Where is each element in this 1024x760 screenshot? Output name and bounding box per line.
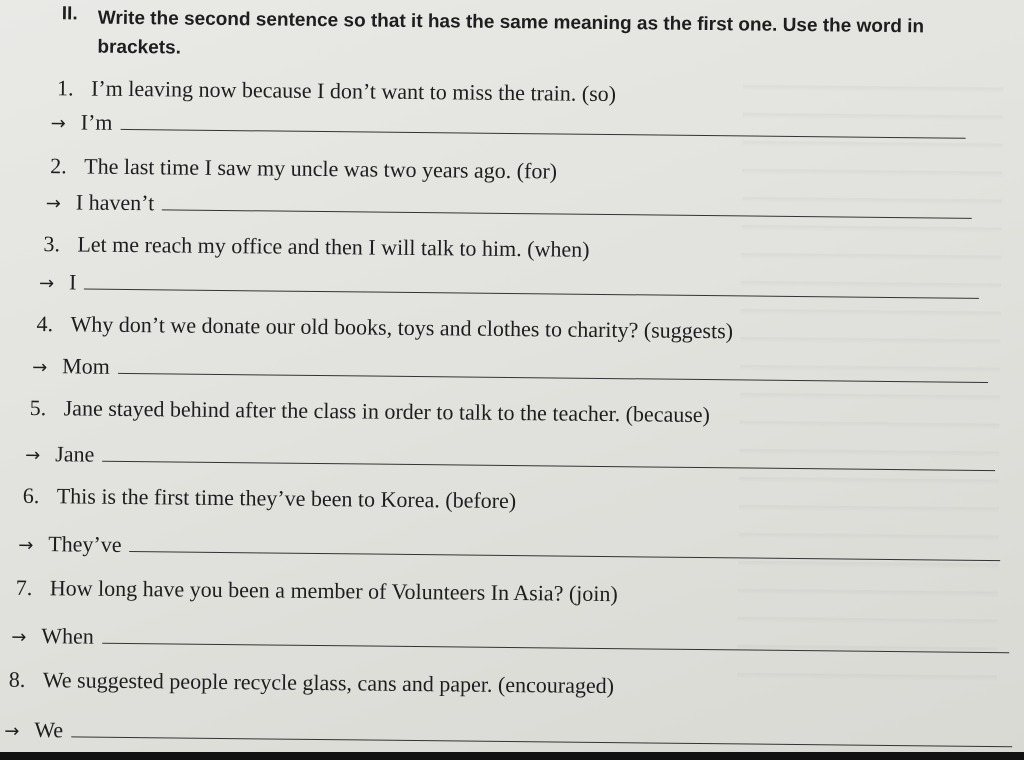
exercise-5-sentence: [30, 395, 711, 428]
exercise-8-sentence: [9, 667, 614, 699]
exercise-6-sentence: [23, 483, 517, 514]
arrow-icon: →: [25, 444, 41, 467]
answer-start: I’m: [80, 109, 113, 135]
arrow-icon: →: [38, 273, 55, 295]
answer-line: [71, 735, 1012, 747]
bottom-edge-bar: [0, 752, 1024, 760]
answer-start: I: [68, 269, 77, 295]
sentence-text: I’m leaving now because I don’t want to miss the train. (so): [90, 75, 617, 107]
arrow-icon: →: [50, 113, 66, 135]
arrow-icon: →: [11, 626, 27, 648]
exercise-8-answer: [4, 717, 1012, 754]
section-instruction: Write the second sentence so that it has the same meaning as the first one. Use the word in brackets.: [97, 7, 925, 59]
sentence-text: How long have you been a member of Volunteers In Asia? (join): [49, 575, 618, 607]
answer-start: We: [34, 717, 64, 743]
answer-line: [162, 208, 972, 218]
exercise-number: 4.: [36, 311, 54, 337]
exercise-4-sentence: [36, 311, 733, 344]
answer-start: I haven’t: [75, 189, 155, 216]
answer-line: [120, 128, 965, 139]
answer-line: [84, 288, 979, 299]
arrow-icon: →: [32, 356, 48, 379]
answer-start: They’ve: [48, 531, 122, 557]
arrow-icon: →: [45, 193, 62, 215]
section-number: II.: [61, 3, 78, 25]
sentence-text: Why don’t we donate our old books, toys and clothes to charity? (suggests): [70, 311, 734, 344]
sentence-text: This is the first time they’ve been to Korea. (before): [56, 483, 517, 514]
exercise-3-sentence: [43, 231, 589, 263]
exercise-number: 5.: [29, 394, 47, 421]
exercise-7-sentence: [16, 575, 618, 607]
answer-line: [118, 372, 988, 383]
sentence-text: Let me reach my office and then I will talk to him. (when): [77, 231, 590, 262]
answer-start: When: [41, 623, 94, 649]
sentence-text: We suggested people recycle glass, cans and paper. (encouraged): [42, 667, 615, 699]
answer-start: Mom: [62, 353, 110, 379]
exercise-number: 7.: [15, 574, 33, 601]
answer-line: [129, 550, 1000, 561]
exercise-1-sentence: [57, 75, 616, 107]
arrow-icon: →: [4, 720, 20, 742]
exercise-2-sentence: [50, 153, 557, 184]
exercise-number: 1.: [56, 75, 74, 101]
exercise-number: 8.: [8, 666, 26, 692]
sentence-text: The last time I saw my uncle was two years ago. (for): [84, 153, 558, 184]
answer-start: Jane: [55, 441, 95, 467]
answer-line: [102, 460, 995, 471]
section-heading: [61, 0, 982, 59]
exercise-number: 3.: [43, 231, 61, 257]
exercise-number: 6.: [22, 482, 40, 509]
answer-line: [102, 642, 1009, 654]
sentence-text: Jane stayed behind after the class in order to talk to the teacher. (because): [63, 395, 711, 428]
exercise-number: 2.: [50, 153, 67, 179]
arrow-icon: →: [18, 534, 34, 557]
